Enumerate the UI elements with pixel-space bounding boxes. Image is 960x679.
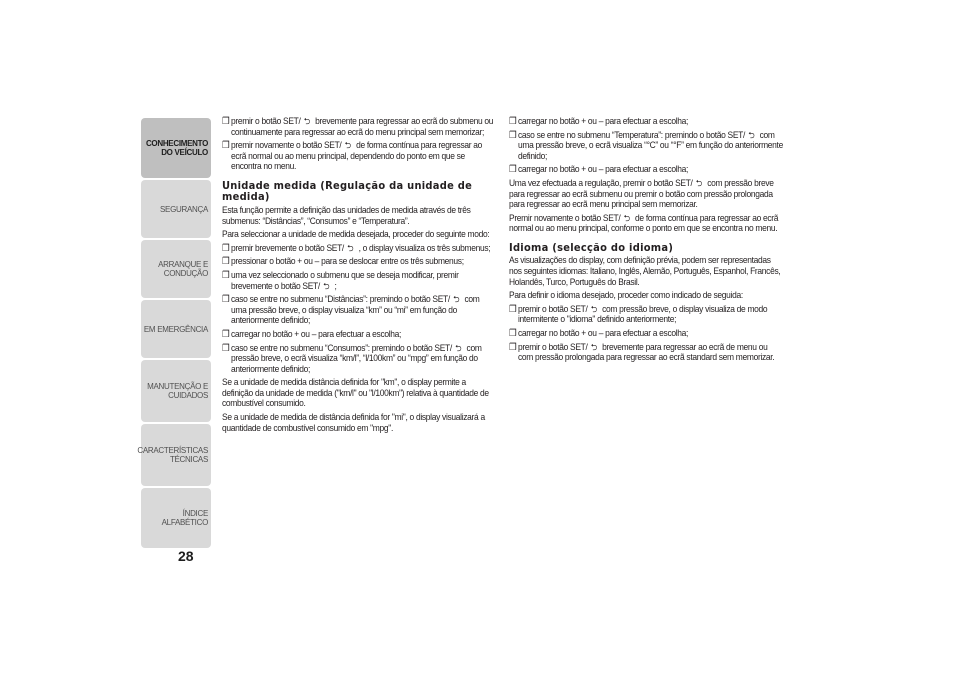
list-item: ❒ premir brevemente o botão SET/ ⮌ , o display visualiza os três submenus; [222, 241, 491, 253]
checkbox-bullet-icon: ❒ [222, 139, 230, 151]
esc-arrow-icon: ⮌ [590, 341, 597, 352]
checkbox-bullet-icon: ❒ [222, 255, 230, 267]
text-column-left [222, 116, 497, 436]
esc-arrow-icon: ⮌ [695, 177, 702, 188]
list-item: ❒ uma vez seleccionado o submenu que se deseja modificar, premir brevemente o botão SET/ ⮌ ; [222, 268, 459, 291]
checkbox-bullet-icon: ❒ [222, 115, 230, 126]
paragraph: Uma vez efectuada a regulação, premir o botão SET/ ⮌ com pressão breve para regressar ao ecrã submenu ou premir o botão com pressão prolongada para regressar ao ecrã menu principal sem memorizar. [509, 176, 774, 210]
list-item: ❒ carregar no botão + ou – para efectuar a escolha; [509, 327, 689, 338]
esc-arrow-icon: ⮌ [748, 129, 755, 140]
paragraph: Para seleccionar a unidade de medida desejada, proceder do seguinte modo: [222, 228, 490, 240]
list-item: ❒ premir o botão SET/ ⮌ brevemente para regressar ao ecrã de menu ou com pressão prolongada para regressar ao ecrã standard sem memorizar. [509, 340, 775, 363]
esc-arrow-icon: ⮌ [590, 303, 597, 314]
paragraph: Para definir o idioma desejado, proceder como indicado de seguida: [509, 289, 743, 301]
tab-arranque-e-conducao[interactable]: ARRANQUE E CONDUÇÃO [141, 240, 211, 298]
section-heading-idioma: Idioma (selecção do idioma) [509, 240, 674, 254]
esc-arrow-icon: ⮌ [323, 280, 330, 291]
tab-manutencao-e-cuidados[interactable]: MANUTENÇÃO E CUIDADOS [141, 360, 211, 422]
list-item: ❒ carregar no botão + ou – para efectuar a escolha; [222, 327, 402, 339]
paragraph: Se a unidade de medida de distância definida for "mi", o display visualizará a quantidade de combustível consumido em "mpg". [222, 411, 485, 433]
list-item: ❒ premir o botão SET/ ⮌ com pressão breve, o display visualiza de modo intermitente o "idioma" definido anteriormente; [509, 302, 768, 325]
list-item: ❒ premir novamente o botão SET/ ⮌ de forma contínua para regressar ao ecrã normal ou ao menu principal, dependendo do ponto em que se encontra no menu. [222, 139, 483, 172]
page-number: 28 [178, 548, 194, 564]
paragraph: Esta função permite a definição das unidades de medida através de três submenus: “Distâncias”, “Consumos” e “Temperatura”. [222, 203, 471, 226]
list-item: ❒ carregar no botão + ou – para efectuar a escolha; [509, 163, 689, 175]
checkbox-bullet-icon: ❒ [509, 115, 517, 126]
tab-caracteristicas-tecnicas[interactable]: CARACTERÍSTICAS TÉCNICAS [141, 424, 211, 486]
esc-arrow-icon: ⮌ [303, 116, 310, 126]
checkbox-bullet-icon: ❒ [222, 293, 230, 305]
checkbox-bullet-icon: ❒ [509, 340, 517, 352]
list-item: ❒ premir o botão SET/ ⮌ brevemente para regressar ao ecrã do submenu ou continuamente para regressar ao ecrã do menu principal sem memorizar; [222, 115, 494, 137]
esc-arrow-icon: ⮌ [623, 212, 630, 223]
tab-conhecimento-do-veiculo[interactable]: CONHECIMENTO DO VEÍCULO [141, 118, 211, 178]
list-item: ❒ caso se entre no submenu “Consumos”: premindo o botão SET/ ⮌ com pressão breve, o ecrã visualiza “km/l”, “l/100km” ou “mpg” em função do anteriormente definido; [222, 341, 482, 374]
esc-arrow-icon: ⮌ [344, 140, 351, 151]
paragraph: Se a unidade de medida distância definida for "km", o display permite a definição da unidade de medida ("km/l" ou "l/100km") relativa à quantidade de combustível consumido. [222, 376, 489, 409]
paragraph: As visualizações do display, com definição prévia, podem ser representadas nos seguintes idiomas: Italiano, Inglês, Alemão, Português, Espanhol, Francês, Holandês, Turco, Português do Brasil. [509, 254, 781, 287]
list-item: ❒ caso se entre no submenu “Temperatura”: premindo o botão SET/ ⮌ com uma pressão breve, o ecrã visualiza “°C” ou “°F” em função do anteriormente definido; [509, 128, 783, 161]
checkbox-bullet-icon: ❒ [222, 241, 230, 253]
list-item: ❒ pressionar o botão + ou – para se deslocar entre os três submenus; [222, 255, 464, 267]
checkbox-bullet-icon: ❒ [222, 268, 230, 280]
checkbox-bullet-icon: ❒ [509, 302, 517, 314]
checkbox-bullet-icon: ❒ [222, 327, 230, 339]
esc-arrow-icon: ⮌ [455, 342, 462, 353]
tab-em-emergencia[interactable]: EM EMERGÊNCIA [141, 300, 211, 358]
paragraph: Premir novamente o botão SET/ ⮌ de forma contínua para regressar ao ecrã normal ou ao menu principal, conforme o ponto em que se encontra no menu. [509, 211, 779, 234]
checkbox-bullet-icon: ❒ [509, 163, 517, 175]
checkbox-bullet-icon: ❒ [509, 327, 517, 338]
checkbox-bullet-icon: ❒ [222, 341, 230, 353]
section-heading-unidade-medida: Unidade medida (Regulação da unidade de medida) [222, 178, 473, 204]
text-column-right [509, 116, 784, 366]
list-item: ❒ carregar no botão + ou – para efectuar a escolha; [509, 115, 689, 126]
tab-indice-alfabetico[interactable]: ÍNDICE ALFABÉTICO [141, 488, 211, 548]
tab-seguranca[interactable]: SEGURANÇA [141, 180, 211, 238]
esc-arrow-icon: ⮌ [453, 294, 460, 305]
checkbox-bullet-icon: ❒ [509, 128, 517, 140]
esc-arrow-icon: ⮌ [347, 242, 354, 253]
list-item: ❒ caso se entre no submenu “Distâncias”: premindo o botão SET/ ⮌ com uma pressão breve, o display visualiza “km” ou “mi” em função do anteriormente definido; [222, 293, 480, 326]
